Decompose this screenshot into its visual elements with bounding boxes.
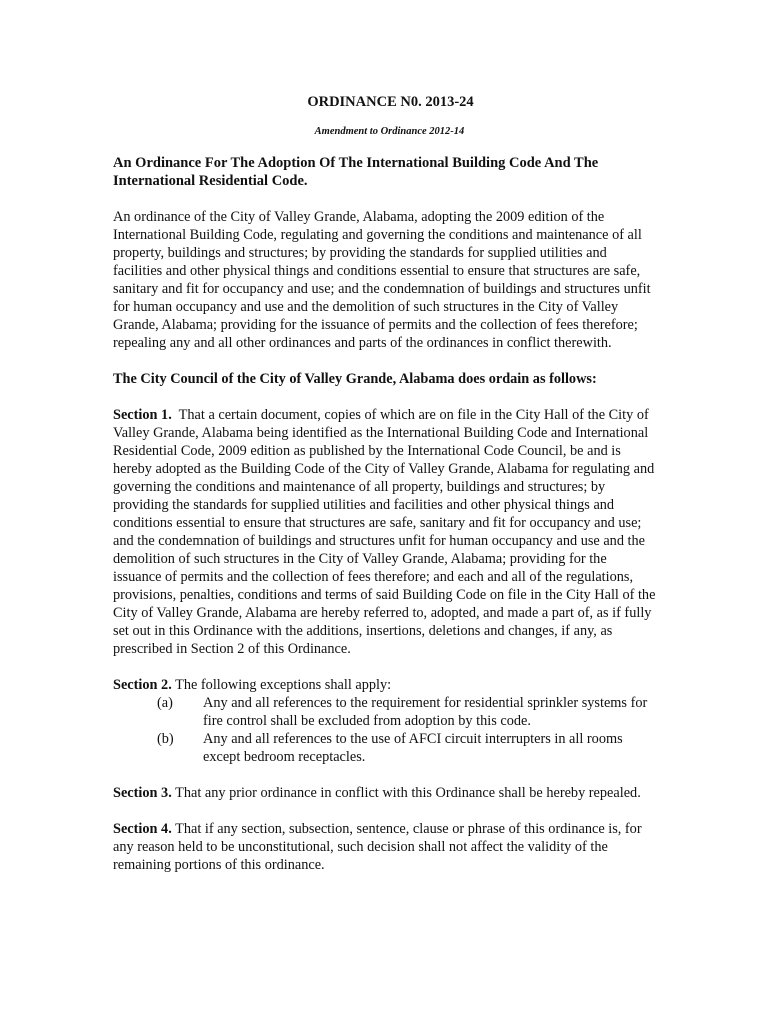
section-4-label: Section 4. (113, 821, 172, 837)
exception-text: Any and all references to the use of AFCI circuit interrupters in all rooms except bedroom receptacles. (203, 731, 623, 765)
ordinance-heading: An Ordinance For The Adoption Of The International Building Code And The International Residential Code. (113, 155, 599, 189)
document-page (113, 93, 658, 892)
exception-letter: (b) (157, 731, 174, 747)
section-2-text: The following exceptions shall apply: (175, 677, 392, 693)
intro-paragraph: An ordinance of the City of Valley Grande, Alabama, adopting the 2009 edition of the International Building Code, regulating and governing the conditions and maintenance of all property, buildings and structures; by providing the standards for supplied utilities and facilities and other physical things and conditions essential to ensure that structures are safe, sanitary and fit for occupancy and use; and the condemnation of buildings and structures unfit for human occupancy and use and the demolition of such structures in the City of Valley Grande, Alabama; providing for the issuance of permits and the collection of fees therefore; repealing any and all other ordinances and parts of the ordinances in conflict therewith. (113, 209, 651, 351)
exception-item-b (113, 730, 658, 766)
section-4-text: That if any section, subsection, sentence, clause or phrase of this ordinance is, for any reason held to be unconstitutional, such decision shall not affect the validity of the remaining portions of this ordinance. (113, 821, 642, 873)
section-3 (113, 784, 658, 802)
ordain-statement: The City Council of the City of Valley Grande, Alabama does ordain as follows: (113, 371, 597, 387)
exception-item-a (113, 694, 658, 730)
section-1 (113, 406, 658, 658)
section-1-text: That a certain document, copies of which are on file in the City Hall of the City of Valley Grande, Alabama being identified as the International Building Code and International Residential Code, 2009 edition as published by the International Code Council, be and is hereby adopted as the Building Code of the City of Valley Grande, Alabama for regulating and governing the conditions and maintenance of all property, buildings and structures; by providing the standards for supplied utilities and facilities and other physical things and conditions essential to ensure that structures are safe, sanitary and fit for occupancy and use; and the condemnation of buildings and structures unfit for human occupancy and use and the demolition of such structures in the City of Valley Grande, Alabama; providing for the issuance of permits and the collection of fees therefore; and each and all of the regulations, provisions, penalties, conditions and terms of said Building Code on file in the City Hall of the City of Valley Grande, Alabama are hereby referred to, adopted, and made a part of, as if fully set out in this Ordinance with the additions, insertions, deletions and changes, if any, as prescribed in Section 2 of this Ordinance. (113, 407, 656, 657)
section-4 (113, 820, 658, 874)
exception-letter: (a) (157, 695, 173, 711)
section-3-text: That any prior ordinance in conflict with this Ordinance shall be hereby repealed. (175, 785, 641, 801)
ordinance-subtitle: Amendment to Ordinance 2012-14 (314, 126, 465, 137)
exception-text: Any and all references to the requirement for residential sprinkler systems for fire control shall be excluded from adoption by this code. (203, 695, 648, 729)
section-1-label: Section 1. (113, 407, 172, 423)
section-3-label: Section 3. (113, 785, 172, 801)
section-2-intro (113, 676, 658, 694)
section-2-label: Section 2. (113, 677, 172, 693)
section-2 (113, 676, 658, 766)
ordinance-title: ORDINANCE N0. 2013-24 (307, 94, 474, 110)
